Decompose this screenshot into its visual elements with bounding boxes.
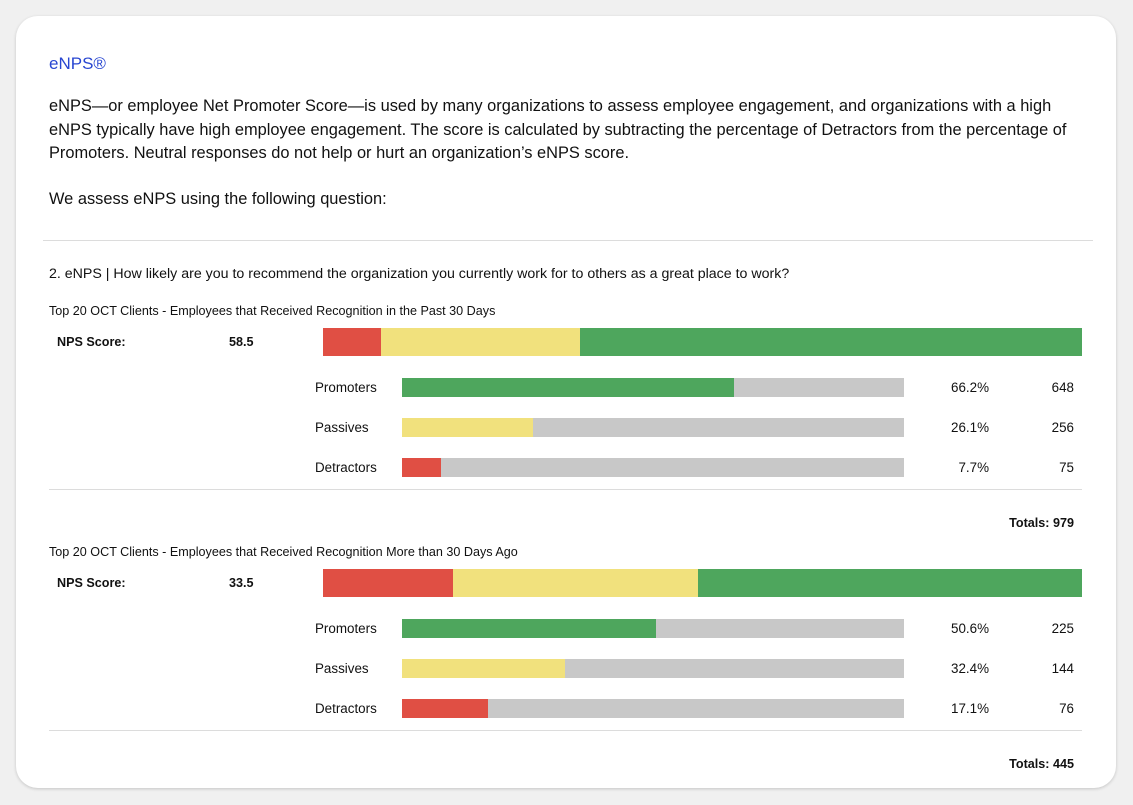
percent-label: 7.7%: [958, 460, 989, 475]
chart-section: [16, 545, 1116, 771]
count-label: 256: [1051, 420, 1074, 435]
nps-score-label: NPS Score:: [57, 576, 126, 590]
bar-track: [402, 699, 904, 718]
bar-detractors: [402, 458, 441, 477]
bar-track: [402, 458, 904, 477]
stacked-segment-passives: [381, 328, 579, 356]
totals-label: Totals: 979: [1009, 516, 1074, 530]
question-text: 2. eNPS | How likely are you to recommend the organization you currently work for to others as a great place to work?: [49, 266, 790, 282]
chart-title: Top 20 OCT Clients - Employees that Received Recognition in the Past 30 Days: [49, 304, 496, 318]
count-label: 75: [1059, 460, 1074, 475]
totals-label: Totals: 445: [1009, 757, 1074, 771]
divider: [43, 240, 1093, 241]
category-label: Promoters: [315, 380, 377, 395]
nps-score-label: NPS Score:: [57, 335, 126, 349]
assess-text: We assess eNPS using the following question:: [49, 190, 387, 208]
percent-label: 66.2%: [951, 380, 989, 395]
stacked-segment-passives: [453, 569, 699, 597]
percent-label: 26.1%: [951, 420, 989, 435]
bar-promoters: [402, 378, 734, 397]
category-label: Detractors: [315, 701, 377, 716]
nps-score-value: 33.5: [229, 576, 254, 590]
stacked-segment-promoters: [698, 569, 1082, 597]
description-text: eNPS—or employee Net Promoter Score—is used by many organizations to assess employee engagement, and organizations with a high eNPS typically have high employee engagement. The score is calculated by subtracting the percentage of Detractors from the percentage of Promoters. Neutral responses do not help or hurt an organization’s eNPS score.: [49, 97, 1067, 162]
category-label: Promoters: [315, 621, 377, 636]
stacked-segment-detractors: [323, 569, 453, 597]
stacked-segment-detractors: [323, 328, 381, 356]
bar-passives: [402, 418, 533, 437]
nps-stacked-bar: [323, 328, 1082, 356]
chart-section: [16, 304, 1116, 530]
count-label: 76: [1059, 701, 1074, 716]
bar-track: [402, 619, 904, 638]
category-label: Passives: [315, 661, 369, 676]
count-label: 225: [1051, 621, 1074, 636]
category-label: Detractors: [315, 460, 377, 475]
bar-passives: [402, 659, 565, 678]
bar-promoters: [402, 619, 656, 638]
section-divider: [49, 489, 1082, 490]
nps-score-value: 58.5: [229, 335, 254, 349]
count-label: 144: [1051, 661, 1074, 676]
percent-label: 17.1%: [951, 701, 989, 716]
chart-title: Top 20 OCT Clients - Employees that Received Recognition More than 30 Days Ago: [49, 545, 518, 559]
stacked-segment-promoters: [580, 328, 1082, 356]
count-label: 648: [1051, 380, 1074, 395]
percent-label: 32.4%: [951, 661, 989, 676]
category-label: Passives: [315, 420, 369, 435]
nps-stacked-bar: [323, 569, 1082, 597]
bar-track: [402, 659, 904, 678]
bar-track: [402, 378, 904, 397]
percent-label: 50.6%: [951, 621, 989, 636]
bar-detractors: [402, 699, 488, 718]
page-title: eNPS®: [49, 54, 106, 73]
report-card: [16, 16, 1116, 788]
section-divider: [49, 730, 1082, 731]
bar-track: [402, 418, 904, 437]
